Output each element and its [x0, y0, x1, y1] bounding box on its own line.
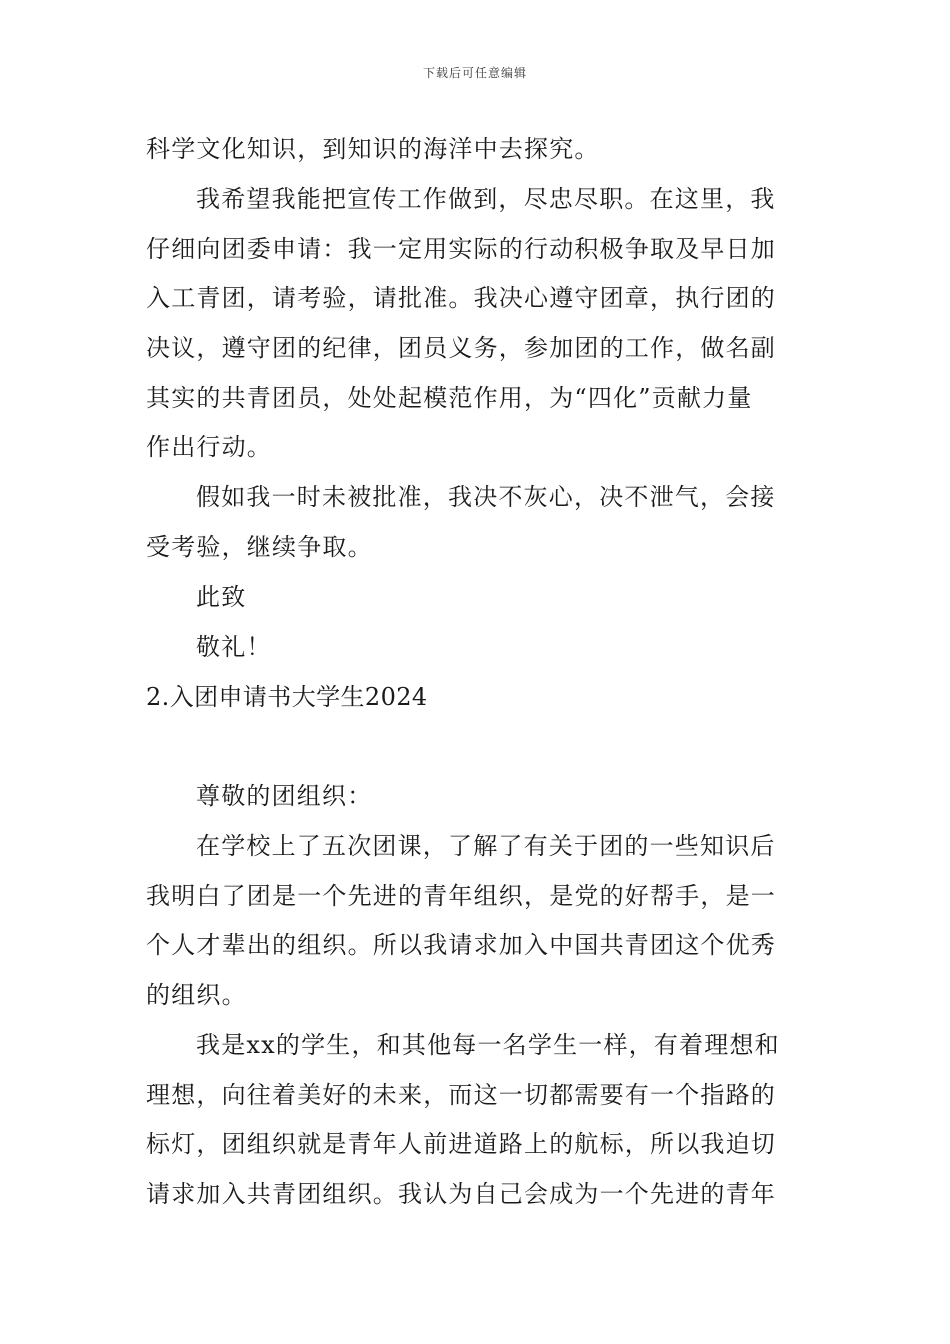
paragraph-line: 标灯，团组织就是青年人前进道路上的航标，所以我迫切: [146, 1130, 776, 1158]
paragraph-line: 仔细向团委申请：我一定用实际的行动积极争取及早日加: [146, 235, 776, 263]
paragraph-line: 科学文化知识，到知识的海洋中去探究。: [146, 135, 600, 163]
paragraph-line: 个人才辈出的组织。所以我请求加入中国共青团这个优秀: [146, 931, 776, 959]
closing-salutation: 此致: [196, 583, 247, 611]
paragraph-line: 在学校上了五次团课，了解了有关于团的一些知识后: [196, 832, 776, 860]
section-heading: 2.入团申请书大学生2024: [146, 683, 428, 711]
paragraph-line: 我希望我能把宣传工作做到，尽忠尽职。在这里，我: [196, 185, 776, 213]
paragraph-line: 请求加入共青团组织。我认为自己会成为一个先进的青年: [146, 1180, 776, 1208]
paragraph-line: 入工青团，请考验，请批准。我决心遵守团章，执行团的: [146, 284, 776, 312]
paragraph-line: 我明白了团是一个先进的青年组织，是党的好帮手，是一: [146, 882, 776, 910]
paragraph-line: 其实的共青团员，处处起模范作用，为“四化”贡献力量: [146, 384, 753, 412]
closing-regards: 敬礼！: [196, 633, 272, 661]
paragraph-line: 作出行动。: [146, 433, 272, 461]
page-header: 下载后可任意编辑: [422, 66, 527, 80]
paragraph-line: 我是xx的学生，和其他每一名学生一样，有着理想和: [196, 1031, 780, 1059]
paragraph-line: 决议，遵守团的纪律，团员义务，参加团的工作，做名副: [146, 334, 776, 362]
paragraph-line: 假如我一时未被批准，我决不灰心，决不泄气，会接: [196, 483, 776, 511]
paragraph-line: 理想，向往着美好的未来，而这一切都需要有一个指路的: [146, 1081, 776, 1109]
paragraph-line: 的组织。: [146, 981, 247, 1009]
letter-greeting: 尊敬的团组织：: [196, 782, 373, 810]
paragraph-line: 受考验，继续争取。: [146, 533, 373, 561]
